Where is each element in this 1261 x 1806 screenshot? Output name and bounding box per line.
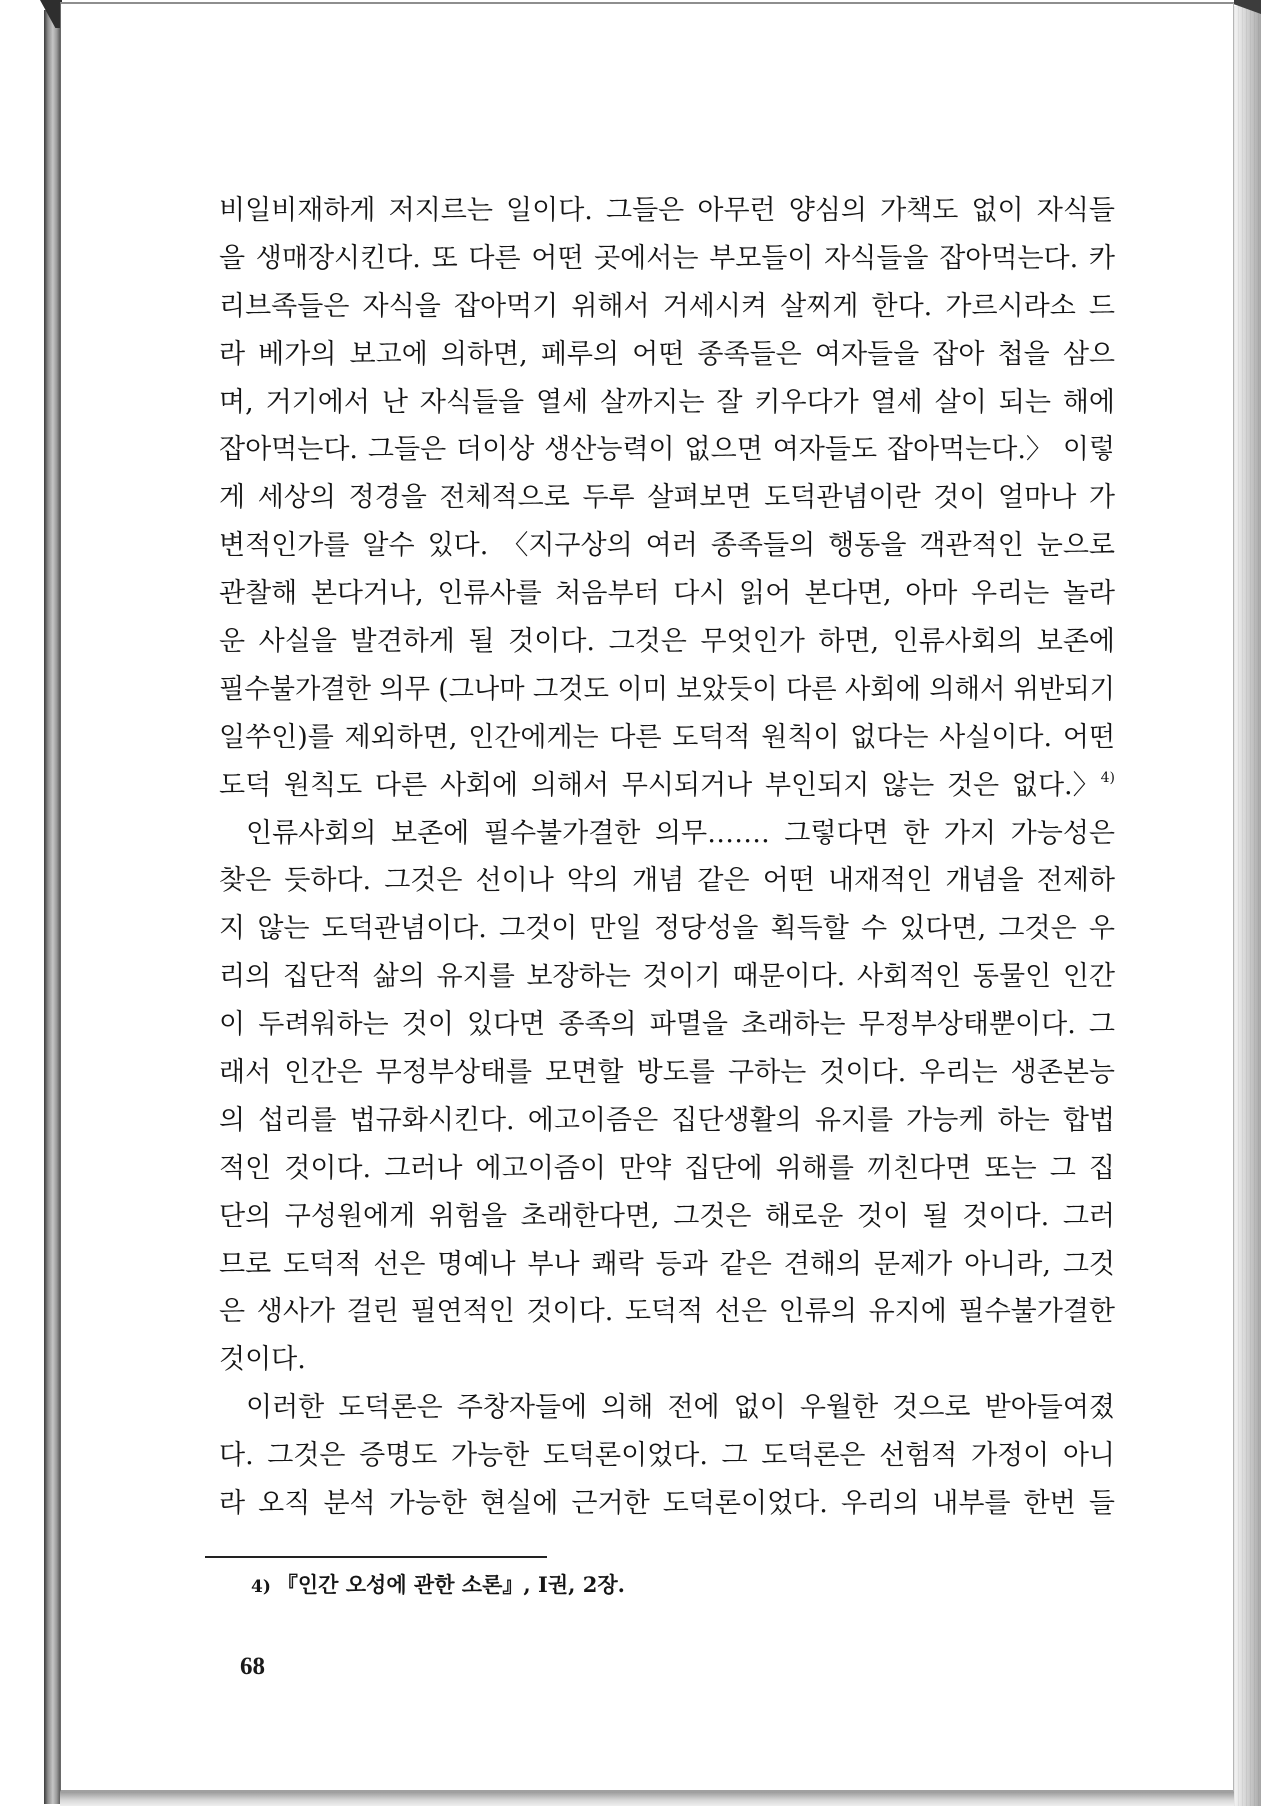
text-line-text: 리브족들은 자식을 잡아먹기 위해서 거세시켜 살찌게 한다. 가르시라소 드 — [219, 290, 1115, 322]
text-line — [219, 426, 1115, 474]
text-line — [219, 570, 1115, 618]
text-line-text: 비일비재하게 저지르는 일이다. 그들은 아무런 양심의 가책도 없이 자식들 — [219, 195, 1115, 226]
text-line — [219, 1001, 1115, 1049]
text-line-text: 라 베가의 보고에 의하면, 페루의 어떤 종족들은 여자들을 잡아 첩을 삼으 — [219, 338, 1115, 370]
text-line-content — [219, 434, 1115, 465]
text-line-content — [219, 578, 1115, 609]
text-line — [219, 331, 1115, 379]
text-line-content — [219, 243, 1115, 274]
text-line-text: 적인 것이다. 그러나 에고이즘이 만약 집단에 위해를 끼친다면 또는 그 집 — [219, 1152, 1115, 1184]
text-line — [219, 187, 1115, 235]
text-line-text: 관찰해 본다거나, 인류사를 처음부터 다시 읽어 본다면, 아마 우리는 놀라 — [219, 578, 1115, 610]
text-line — [219, 1384, 1115, 1432]
text-line-content — [219, 1153, 1115, 1184]
text-line-content — [219, 291, 1115, 322]
text-line-content — [219, 913, 1115, 944]
text-line — [219, 810, 1115, 858]
text-line — [219, 1288, 1115, 1336]
text-line — [219, 522, 1115, 570]
page-stack-right-edge — [1234, 6, 1261, 1806]
text-line — [219, 1049, 1115, 1097]
text-line — [219, 905, 1115, 953]
text-line-text: 도덕 원칙도 다른 사회에 의해서 무시되거나 부인되지 않는 것은 없다.〉 — [219, 769, 1100, 801]
text-line-text: 을 생매장시킨다. 또 다른 어떤 곳에서는 부모들이 자식들을 잡아먹는다. 카 — [219, 242, 1115, 274]
text-line — [219, 953, 1115, 1001]
text-line — [219, 1241, 1115, 1289]
footnote-reference: 4) — [1100, 769, 1115, 786]
text-line — [219, 1193, 1115, 1241]
text-line-text: 운 사실을 발견하게 될 것이다. 그것은 무엇인가 하면, 인류사회의 보존에 — [219, 626, 1115, 658]
text-line-content — [219, 1249, 1115, 1280]
text-line-content — [219, 195, 1115, 226]
text-line-content — [219, 1440, 1115, 1471]
text-line — [219, 235, 1115, 283]
text-line-text: 것이다. — [219, 1344, 306, 1376]
text-line-content — [219, 1057, 1115, 1088]
text-line — [219, 1432, 1115, 1480]
page-stack-bottom-edge — [60, 1792, 1234, 1806]
paragraph — [219, 1384, 1115, 1528]
text-line — [219, 1480, 1115, 1528]
text-line — [219, 857, 1115, 905]
text-line-text: 인류사회의 보존에 필수불가결한 의무……. 그렇다면 한 가지 가능성은 — [246, 817, 1115, 849]
text-line-text: 필수불가결한 의무 (그나마 그것도 이미 보았듯이 다른 사회에 의해서 위반되기 — [219, 673, 1115, 705]
page-stack-left-edge — [44, 10, 60, 1804]
text-line — [219, 666, 1115, 714]
text-line-text: 찾은 듯하다. 그것은 선이나 악의 개념 같은 어떤 내재적인 개념을 전제하 — [219, 865, 1115, 897]
text-line-content — [219, 1009, 1115, 1040]
text-line — [219, 762, 1115, 810]
text-line-content — [219, 1488, 1115, 1519]
text-line — [219, 1145, 1115, 1193]
text-line-content — [219, 339, 1115, 370]
text-line-content — [219, 1344, 306, 1375]
text-line-content — [219, 530, 1115, 561]
text-line — [219, 474, 1115, 522]
text-line-content — [219, 1296, 1115, 1327]
text-line-text: 이러한 도덕론은 주창자들에 의해 전에 없이 우월한 것으로 받아들여졌 — [246, 1392, 1115, 1424]
text-line — [219, 618, 1115, 666]
text-line-content — [219, 482, 1115, 513]
text-line-text: 래서 인간은 무정부상태를 모면할 방도를 구하는 것이다. 우리는 생존본능 — [219, 1057, 1115, 1089]
body-text — [219, 187, 1115, 1528]
text-line — [219, 1336, 1115, 1384]
text-line-text: 며, 거기에서 난 자식들을 열세 살까지는 잘 키우다가 열세 살이 되는 해에 — [219, 386, 1115, 418]
text-line-content — [219, 961, 1115, 992]
paragraph-continued — [219, 187, 1115, 810]
page-number: 68 — [240, 1653, 265, 1680]
text-line-content — [246, 1392, 1115, 1423]
text-line-text: 잡아먹는다. 그들은 더이상 생산능력이 없으면 여자들도 잡아먹는다.〉 이렇 — [219, 434, 1115, 466]
footnote — [251, 1571, 625, 1599]
text-line — [219, 283, 1115, 331]
text-line-content — [219, 1201, 1115, 1232]
text-line-text: 게 세상의 정경을 전체적으로 두루 살펴보면 도덕관념이란 것이 얼마나 가 — [219, 482, 1115, 514]
text-line-content — [219, 387, 1115, 418]
footnote-text: 『인간 오성에 관한 소론』, I권, 2장. — [276, 1572, 625, 1597]
paragraph — [219, 810, 1115, 1385]
text-line — [219, 379, 1115, 427]
text-line-content — [219, 722, 1115, 753]
text-line-text: 므로 도덕적 선은 명예나 부나 쾌락 등과 같은 견해의 문제가 아니라, 그것 — [219, 1248, 1115, 1280]
footnote-marker: 4) — [251, 1577, 271, 1597]
text-line — [219, 714, 1115, 762]
text-line-text: 이 두려워하는 것이 있다면 종족의 파멸을 초래하는 무정부상태뿐이다. 그 — [219, 1009, 1115, 1041]
text-line-content — [219, 626, 1115, 657]
text-line-text: 리의 집단적 삶의 유지를 보장하는 것이기 때문이다. 사회적인 동물인 인간 — [219, 961, 1115, 993]
text-line-text: 의 섭리를 법규화시킨다. 에고이즘은 집단생활의 유지를 가능케 하는 합법 — [219, 1104, 1115, 1136]
footnote-rule — [205, 1556, 547, 1558]
text-line-text: 일쑤인)를 제외하면, 인간에게는 다른 도덕적 원칙이 없다는 사실이다. 어떤 — [219, 721, 1115, 753]
text-line — [219, 1097, 1115, 1145]
text-line-content — [246, 818, 1115, 849]
text-line-content — [219, 770, 1115, 801]
text-line-content — [219, 1105, 1115, 1136]
text-line-text: 다. 그것은 증명도 가능한 도덕론이었다. 그 도덕론은 선험적 가정이 아니 — [219, 1440, 1115, 1472]
text-line-text: 라 오직 분석 가능한 현실에 근거한 도덕론이었다. 우리의 내부를 한번 들 — [219, 1488, 1115, 1520]
text-line-content — [219, 666, 1115, 714]
text-line-text: 변적인가를 알수 있다. 〈지구상의 여러 종족들의 행동을 객관적인 눈으로 — [219, 530, 1115, 562]
text-line-content — [219, 865, 1115, 896]
text-line-text: 단의 구성원에게 위험을 초래한다면, 그것은 해로운 것이 될 것이다. 그러 — [219, 1200, 1115, 1232]
text-line-text: 지 않는 도덕관념이다. 그것이 만일 정당성을 획득할 수 있다면, 그것은 우 — [219, 913, 1115, 945]
text-line-text: 은 생사가 걸린 필연적인 것이다. 도덕적 선은 인류의 유지에 필수불가결한 — [219, 1296, 1115, 1328]
